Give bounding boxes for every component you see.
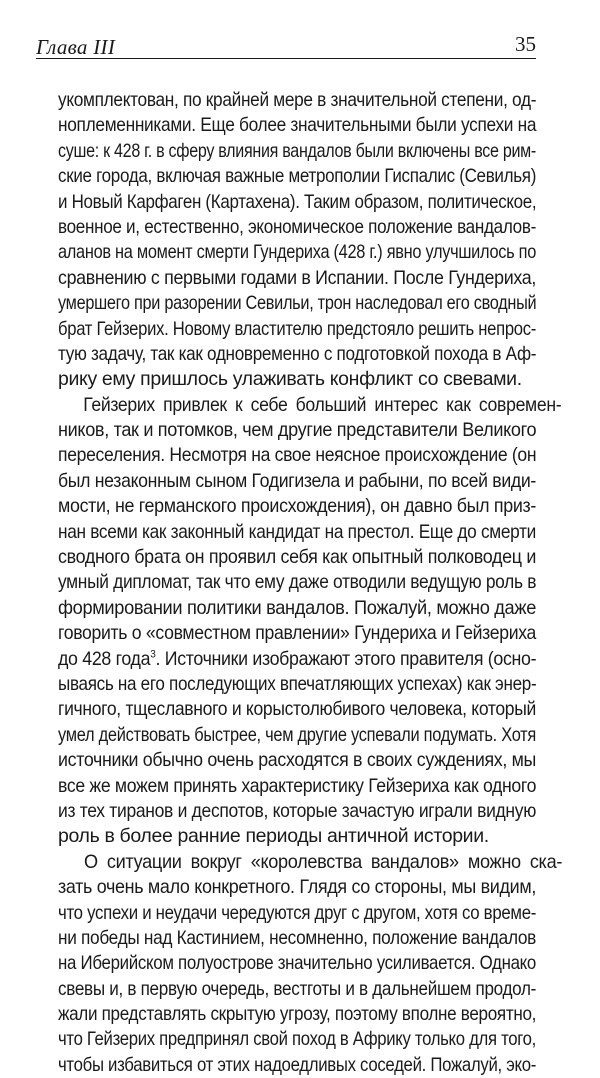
text-line: Гейзерих привлек к себе больший интерес как современ- — [83, 393, 562, 416]
text-line: что Гейзерих предпринял свой поход в Африку только для того, — [58, 1028, 536, 1051]
paragraph-2 — [58, 393, 562, 850]
text-line: чтобы избавиться от этих надоедливых соседей. Пожалуй, эко- — [58, 1053, 537, 1076]
text-line: рику ему пришлось улаживать конфликт со свевами. — [58, 368, 522, 391]
text-line: военное и, естественно, экономическое положение вандалов- — [58, 215, 536, 238]
text-line: умный дипломат, так что ему даже отводили ведущую роль в — [58, 571, 537, 594]
body-text — [58, 88, 563, 1078]
text-line: брат Гейзерих. Новому властителю предстояло решить непрос- — [58, 317, 536, 340]
text-line: формировании политики вандалов. Пожалуй, можно даже — [58, 596, 536, 619]
text-line: О ситуации вокруг «королевства вандалов» можно ска- — [84, 850, 563, 873]
text-line: переселения. Несмотря на свое неясное происхождение (он — [58, 444, 537, 467]
text-line: из тех тиранов и деспотов, которые зачастую играли видную — [58, 799, 536, 822]
text-line: сравнению с первыми годами в Испании. После Гундериха, — [58, 266, 536, 289]
text-line: сводного брата он проявил себя как опытный полководец и — [58, 546, 536, 569]
text-line: умел действовать быстрее, чем другие успевали подумать. Хотя — [58, 723, 536, 746]
footnote-line — [58, 647, 536, 672]
chapter-title: Глава III — [36, 35, 116, 59]
text-line-end: . Источники изображают этого правителя (осно- — [155, 647, 537, 670]
text-line: что успехи и неудачи чередуются друг с другом, хотя со време- — [58, 901, 537, 924]
text-line: мости, не германского происхождения), он давно был приз- — [58, 495, 537, 518]
running-head — [36, 32, 536, 59]
text-line: ноплеменниками. Еще более значительными были успехи на — [58, 114, 537, 137]
paragraph-3 — [58, 850, 563, 1078]
text-line: зать очень мало конкретного. Глядя со стороны, мы видим, — [58, 876, 536, 899]
text-line: ников, так и потомков, чем другие представители Великого — [58, 419, 537, 442]
text-line: аланов на момент смерти Гундериха (428 г.) явно улучшилось по — [58, 241, 536, 264]
text-line: источники обычно очень расходятся в своих суждениях, мы — [58, 749, 536, 772]
text-line: умершего при разорении Севильи, трон наследовал его сводный — [58, 292, 537, 315]
text-line: нан всеми как законный кандидат на престол. Еще до смерти — [58, 520, 536, 543]
text-line: ские города, включая важные метрополии Гиспалис (Севилья) — [58, 165, 537, 188]
text-line: суше: к 428 г. в сферу влияния вандалов были включены все рим- — [58, 139, 536, 162]
text-line: и Новый Карфаген (Картахена). Таким образом, политическое, — [58, 190, 537, 213]
text-line: был незаконным сыном Годигизела и рабыни, по всей види- — [58, 469, 536, 492]
text-line: ни победы над Кастинием, несомненно, положение вандалов — [58, 926, 536, 949]
text-line-start: до 428 года — [58, 647, 151, 670]
text-line: жали представлять скрытую угрозу, поэтому вполне вероятно, — [58, 1003, 537, 1026]
text-line: говорить о «совместном правлении» Гундериха и Гейзериха — [58, 622, 536, 645]
text-line: свевы и, в первую очередь, вестготы и в дальнейшем продол- — [58, 977, 537, 1000]
paragraph-1 — [58, 88, 536, 393]
text-line: все же можем принять характеристику Гейзериха как одного — [58, 774, 537, 797]
page-number: 35 — [515, 32, 536, 56]
text-line: укомплектован, по крайней мере в значительной степени, од- — [58, 89, 537, 111]
text-line: на Иберийском полуострове значительно усиливается. Однако — [58, 952, 536, 975]
text-line: ываясь на его последующих впечатляющих успехах) как энер- — [58, 672, 537, 695]
text-line: роль в более ранние периоды античной истории. — [58, 825, 489, 848]
text-line: гичного, тщеславного и корыстолюбивого человека, который — [58, 698, 536, 721]
footnote-mark[interactable]: 3 — [150, 648, 156, 661]
text-line: тую задачу, так как одновременно с подготовкой похода в Аф- — [58, 342, 537, 365]
